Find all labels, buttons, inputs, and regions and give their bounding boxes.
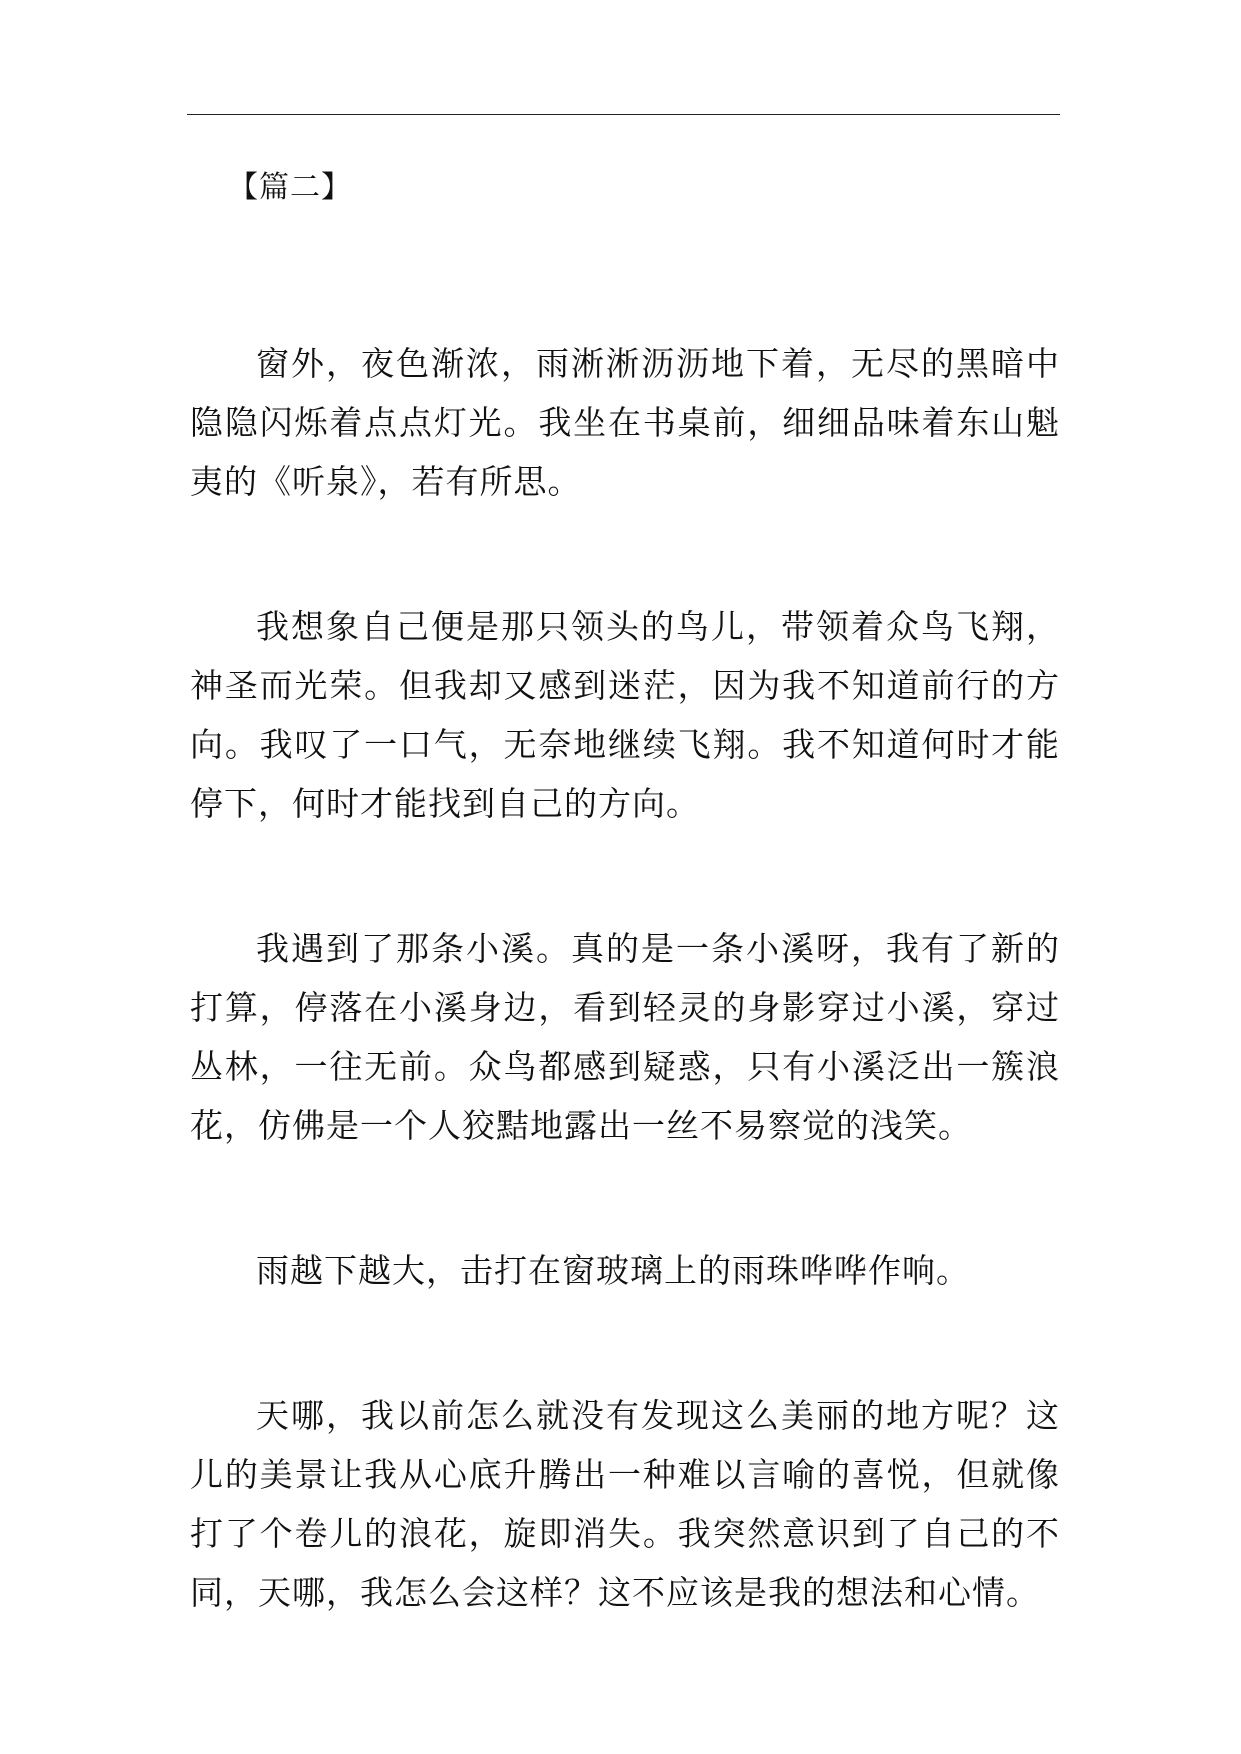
paragraph-5: 天哪，我以前怎么就没有发现这么美丽的地方呢？这儿的美景让我从心底升腾出一种难以言喻的喜悦，但就像打了个卷儿的浪花，旋即消失。我突然意识到了自己的不同，天哪，我怎么会这样？这不应该是我的想法和心情。 [190, 1396, 1060, 1612]
section-heading: 【篇二】 [228, 170, 352, 205]
body-text [190, 334, 1060, 1622]
paragraph-3: 我遇到了那条小溪。真的是一条小溪呀，我有了新的打算，停落在小溪身边，看到轻灵的身影穿过小溪，穿过丛林，一往无前。众鸟都感到疑惑，只有小溪泛出一簇浪花，仿佛是一个人狡黠地露出一丝不易察觉的浅笑。 [190, 929, 1060, 1145]
paragraph-1: 窗外，夜色渐浓，雨淅淅沥沥地下着，无尽的黑暗中隐隐闪烁着点点灯光。我坐在书桌前，细细品味着东山魁夷的《听泉》，若有所思。 [190, 344, 1060, 501]
paragraph-2: 我想象自己便是那只领头的鸟儿，带领着众鸟飞翔，神圣而光荣。但我却又感到迷茫，因为我不知道前行的方向。我叹了一口气，无奈地继续飞翔。我不知道何时才能停下，何时才能找到自己的方向。 [190, 607, 1060, 823]
header-divider [187, 114, 1060, 115]
paragraph-4: 雨越下越大，击打在窗玻璃上的雨珠哗哗作响。 [256, 1251, 970, 1290]
